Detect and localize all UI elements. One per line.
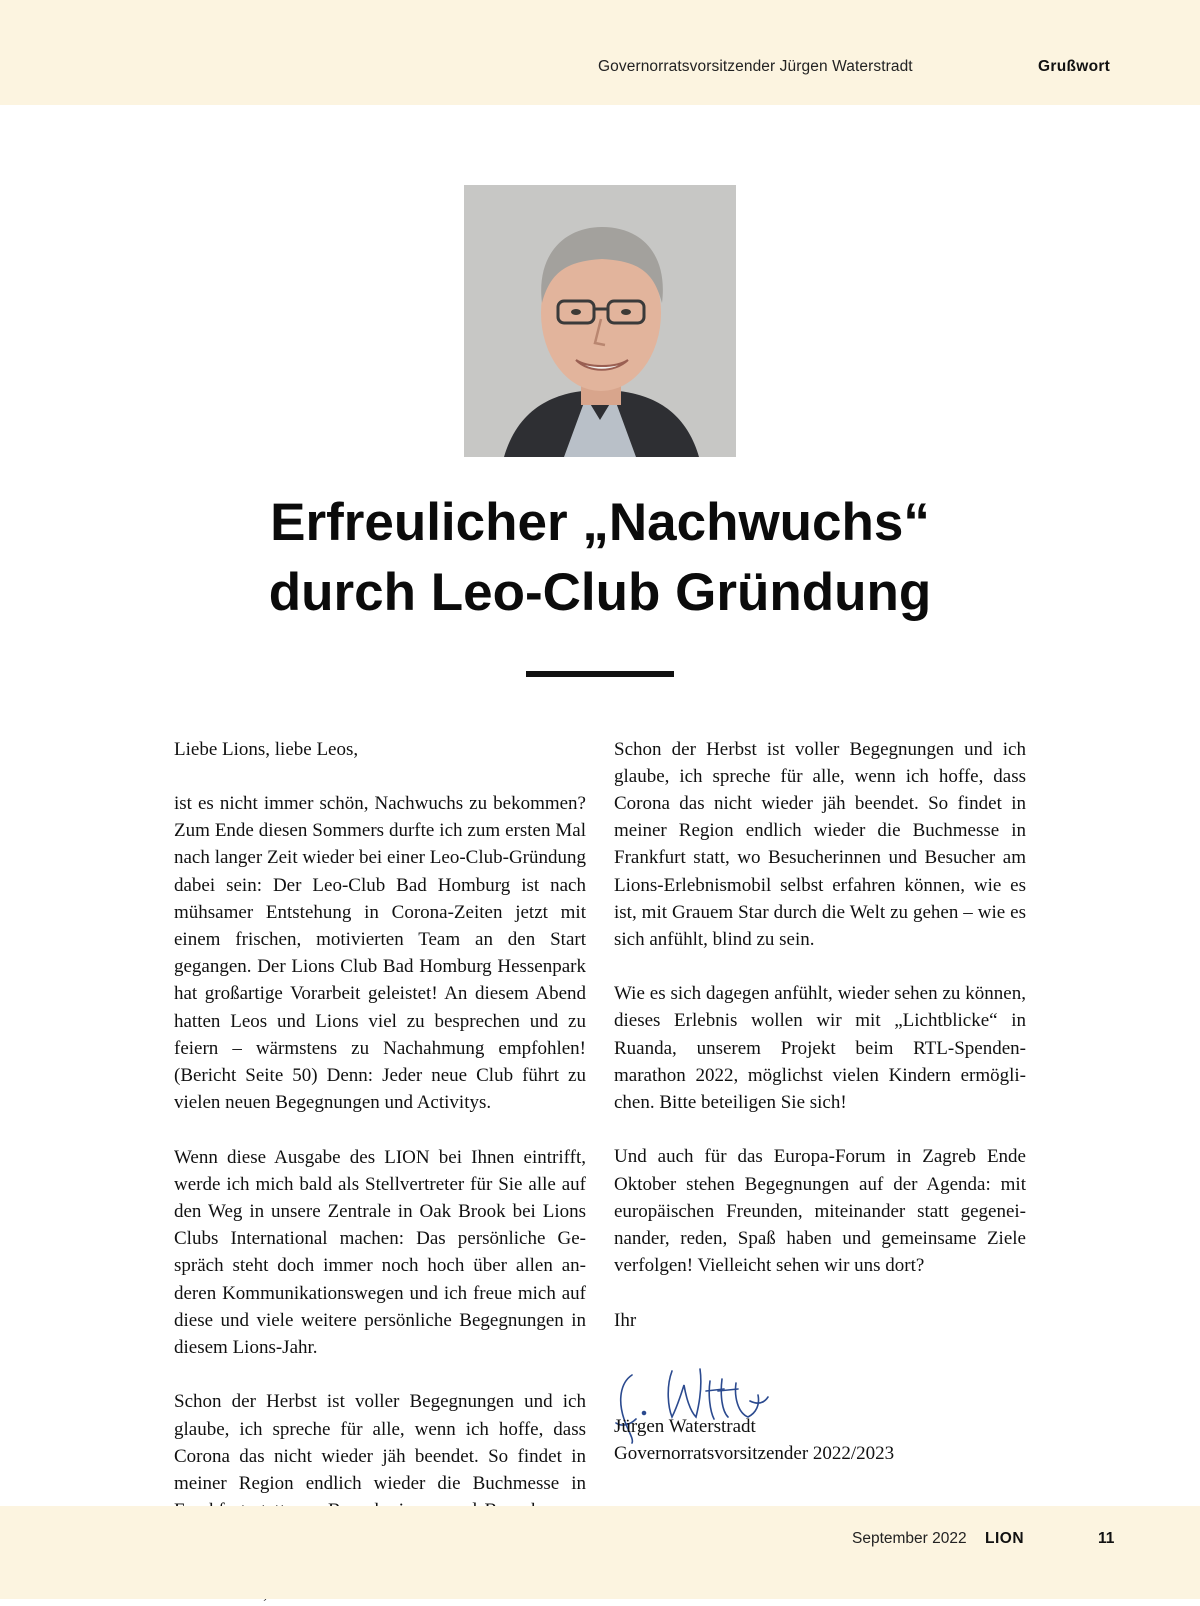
- portrait-illustration: [464, 185, 736, 457]
- letter-salutation: Liebe Lions, liebe Leos,: [174, 739, 359, 760]
- author-portrait: [464, 185, 736, 457]
- text-column-left: [174, 790, 586, 1495]
- body-paragraph: Schon der Herbst ist voller Begegnungen und ich glaube, ich spreche für alle, wenn ich hoffe, dass Corona das nicht wieder jäh beendet. So findet in meiner Region endlich wieder die Buchmesse in: [174, 1391, 586, 1495]
- letter-closing: Ihr: [614, 1309, 637, 1331]
- article-headline: [0, 488, 1200, 628]
- body-paragraph-continued: Schon der Herbst ist voller Begegnungen und ich glaube, ich spreche für alle, wenn ich hoffe, dass Corona das nicht wieder jäh beendet. So findet in meiner Region endlich wieder die Buchmesse in Frankfurt statt, wo Besucherinnen und Besucher am Lions-Erlebnismobil selbst erfahren können, wie es ist, mit Grauem Star durch die Welt zu gehen – wie es sich anfühlt, blind zu sein.: [614, 738, 1026, 951]
- text-column-right: [614, 738, 1026, 1467]
- signature-name: Jürgen Waterstradt: [614, 1415, 756, 1437]
- body-paragraph: Und auch für das Europa-Forum in Zagreb Ende Oktober stehen Begegnungen auf der Agenda: mit europäischen Freunden, miteinander statt gegeneinander, reden, Spaß haben und gemeinsame Ziele verfolgen! Vielleicht sehen wir uns dort?: [614, 1146, 1026, 1277]
- headline-divider: [526, 671, 674, 677]
- header-section-label: Governorratsvorsitzender Jürgen Waterstradt: [598, 58, 913, 75]
- text-column-left-tail: [174, 1388, 586, 1495]
- header-band: [0, 0, 1200, 105]
- body-paragraph: Wenn diese Ausgabe des LION bei Ihnen eintrifft, werde ich mich bald als Stellvertreter für Sie alle auf den Weg in unsere Zentrale in Oak Brook bei Lions Clubs International machen: Das persönliche Gespräch steht doch immer noch hoch über allen anderen Kommunikationswegen und ich freue mich auf diese und viele weitere persönliche Begegnungen in diesem Lions-Jahr.: [174, 1146, 586, 1359]
- footer-band: [0, 1506, 1200, 1599]
- text-column-right-head: [614, 738, 1026, 953]
- body-paragraph: Wie es sich dagegen anfühlt, wieder sehen zu können, dieses Erlebnis wollen wir mit „Lichtblicke“ in Ruanda, unserem Projekt beim RTL-Spendenmarathon 2022, möglichst vielen Kindern ermöglichen. Bitte beteiligen Sie sich!: [614, 983, 1026, 1113]
- headline-line-1: Erfreulicher „Nachwuchs“: [270, 493, 930, 552]
- signature-title: Governorratsvorsitzender 2022/2023: [614, 1443, 895, 1465]
- page-number: 11: [1098, 1530, 1115, 1547]
- footer-issue-date: September 2022: [852, 1530, 967, 1547]
- footer-magazine-name: LION: [985, 1530, 1025, 1547]
- headline-line-2: durch Leo-Club Gründung: [268, 563, 932, 622]
- body-paragraph: ist es nicht immer schön, Nachwuchs zu bekommen? Zum Ende diesen Sommers durfte ich zum ersten Mal nach langer Zeit wieder bei einer Leo-Club-Gründung dabei sein: Der Leo-Club Bad Homburg ist nach mühsamer Entstehung in Corona-Zeiten jetzt mit einem frischen, motivierten Team an den Start gegangen. Der Lions Club Bad Homburg Hessenpark hat großartige Vorarbeit geleistet! An diesem Abend hatten Leos und Lions viel zu besprechen und zu feiern – wärmstens zu Nachahmung empfohlen! (Bericht Seite 50) Denn: Jeder neue Club führt zu vielen neuen Begegnungen und Activitys.: [174, 793, 586, 1114]
- header-rubric-label: Grußwort: [1038, 58, 1111, 75]
